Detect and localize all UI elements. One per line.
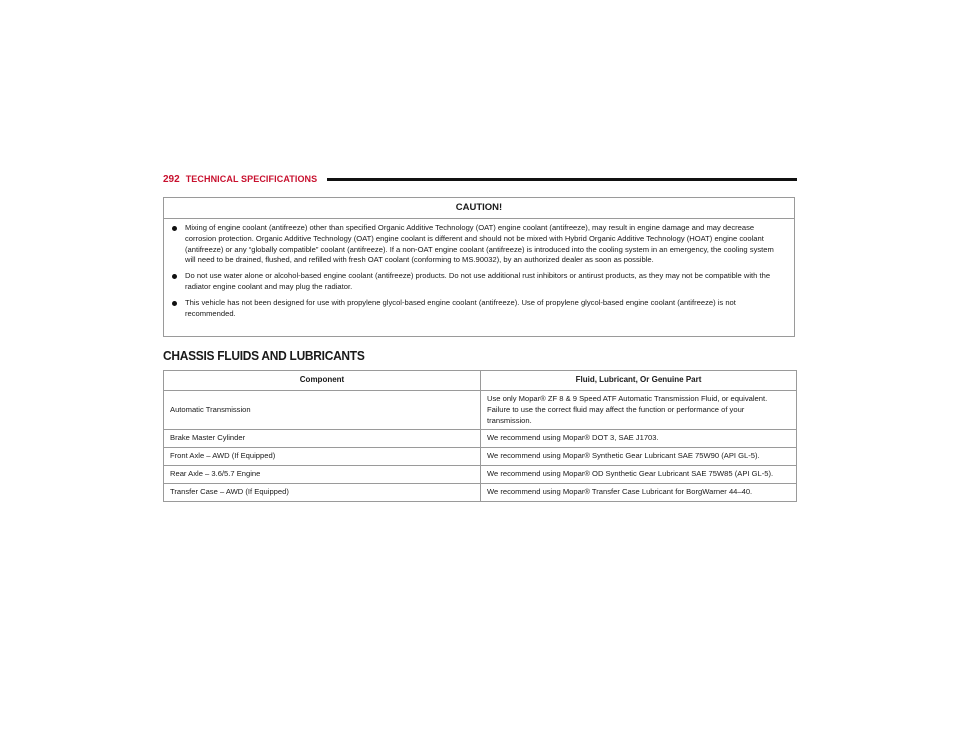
column-header-fluid: Fluid, Lubricant, Or Genuine Part	[481, 371, 797, 391]
component-cell: Brake Master Cylinder	[164, 430, 481, 448]
table-row	[164, 448, 797, 466]
component-cell: Transfer Case – AWD (If Equipped)	[164, 483, 481, 501]
caution-item	[172, 223, 786, 266]
bullet-icon	[172, 274, 177, 279]
fluid-cell: Use only Mopar® ZF 8 & 9 Speed ATF Automatic Transmission Fluid, or equivalent. Failure to use the correct fluid may affect the function or performance of your transmission.	[481, 391, 797, 430]
page-header	[163, 172, 797, 186]
bullet-icon	[172, 301, 177, 306]
section-name: TECHNICAL SPECIFICATIONS	[185, 174, 318, 184]
table-header-row	[164, 371, 797, 391]
fluid-cell: We recommend using Mopar® DOT 3, SAE J1703.	[481, 430, 797, 448]
table-row	[164, 465, 797, 483]
table-row	[164, 483, 797, 501]
page-number: 292	[163, 173, 180, 185]
fluid-cell: We recommend using Mopar® Synthetic Gear Lubricant SAE 75W90 (API GL-5).	[481, 448, 797, 466]
column-header-component: Component	[164, 371, 481, 391]
caution-item	[172, 298, 786, 320]
caution-text: This vehicle has not been designed for use with propylene glycol-based engine coolant (antifreeze). Use of propylene glycol-based engine coolant (antifreeze) is not recommended.	[185, 297, 736, 318]
caution-item	[172, 271, 786, 293]
caution-box	[163, 197, 795, 337]
component-cell: Front Axle – AWD (If Equipped)	[164, 448, 481, 466]
caution-title: CAUTION!	[164, 198, 794, 219]
fluid-cell: We recommend using Mopar® Transfer Case Lubricant for BorgWarner 44–40.	[481, 483, 797, 501]
component-cell: Automatic Transmission	[164, 391, 481, 430]
component-cell: Rear Axle – 3.6/5.7 Engine	[164, 465, 481, 483]
fluids-table	[163, 370, 797, 502]
caution-text: Do not use water alone or alcohol-based engine coolant (antifreeze) products. Do not use additional rust inhibitors or antirust products, as they may not be compatible with the radiator engine coolant and may plug the radiator.	[185, 271, 771, 291]
bullet-icon	[172, 226, 177, 231]
caution-text: Mixing of engine coolant (antifreeze) other than specified Organic Additive Technology (OAT) engine coolant (antifreeze), may result in engine damage and may decrease corrosion protection. Organic Additive Technology (OAT) engine coolant is different and should not be mixed with Hybrid Organic Additive Technology (HOAT) engine coolant (antifreeze) or any “globally compatible” coolant (antifreeze). If a non-OAT engine coolant (antifreeze) is introduced into the cooling system in an emergency, the cooling system will need to be drained, flushed, and refilled with fresh OAT coolant (conforming to MS.90032), by an authorized dealer as soon as possible.	[185, 223, 774, 265]
section-title: CHASSIS FLUIDS AND LUBRICANTS	[163, 348, 365, 363]
header-rule	[327, 178, 797, 181]
table-row	[164, 391, 797, 430]
table-row	[164, 430, 797, 448]
fluid-cell: We recommend using Mopar® OD Synthetic Gear Lubricant SAE 75W85 (API GL-5).	[481, 465, 797, 483]
caution-list	[164, 219, 794, 319]
